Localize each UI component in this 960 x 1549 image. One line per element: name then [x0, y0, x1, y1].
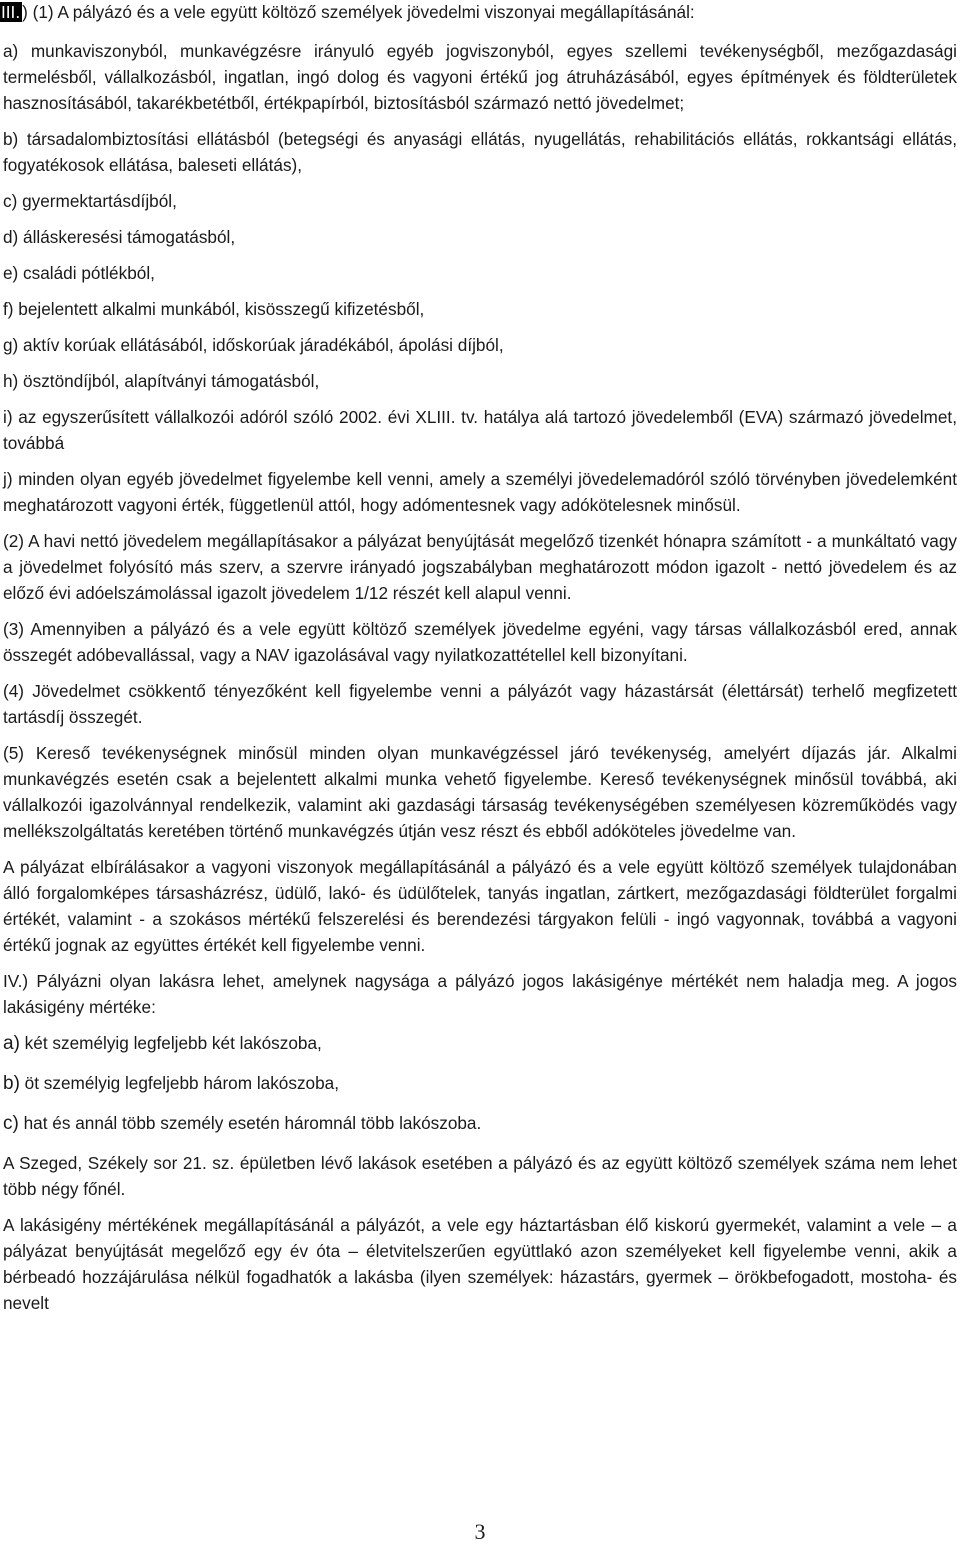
item-e: e) családi pótlékból, [3, 263, 155, 283]
item-j: j) minden olyan egyéb jövedelmet figyelembe kell venni, amely a személyi jövedelemadóról szóló törvényben jövedelemként meghatározott vagyoni érték, függetlenül attól, hogy adómentesnek vagy adókötelesnek minősül. [3, 469, 957, 515]
page-number: 3 [474, 1519, 486, 1544]
paragraph-4: (4) Jövedelmet csökkentő tényezőként kell figyelembe venni a pályázót vagy házastársát (élettársát) terhelő megfizetett tartásdíj összegét. [3, 681, 957, 727]
section-3-label: III. [1, 2, 21, 22]
section-3-heading [3, 0, 957, 24]
item-i: i) az egyszerűsített vállalkozói adóról szóló 2002. évi XLIII. tv. hatálya alá tartozó jövedelemből (EVA) származó jövedelmet, továbbá [3, 407, 957, 453]
item-f: f) bejelentett alkalmi munkából, kisösszegű kifizetésből, [3, 299, 425, 319]
szeged-paragraph: A Szeged, Székely sor 21. sz. épületben lévő lakások esetében a pályázó és az együtt költöző személyek száma nem lehet több négy főnél. [3, 1153, 957, 1199]
entitlement-item-c [3, 1110, 957, 1137]
entitlement-item-b-text: öt személyig legfeljebb három lakószoba, [19, 1073, 339, 1093]
entitlement-item-b-letter: b) [3, 1073, 20, 1094]
household-paragraph: A lakásigény mértékének megállapításánál a pályázót, a vele egy háztartásban élő kiskorú gyermekét, valamint a vele – a pályázat benyújtását megelőző egy év óta – életvitelszerűen együttlakó azon személyeket kell figyelembe venni, akik a bérbeadó hozzájárulása nélkül fogadhatók a lakásba (ilyen személyek: házastárs, gyermek – örökbefogadott, mostoha- és nevelt [3, 1215, 957, 1313]
entitlement-item-c-letter: c) [3, 1113, 19, 1134]
item-d: d) álláskeresési támogatásból, [3, 227, 236, 247]
section-4-intro: IV.) Pályázni olyan lakásra lehet, amelynek nagysága a pályázó jogos lakásigénye mértékét nem haladja meg. A jogos lakásigény mértéke: [3, 971, 957, 1017]
item-b: b) társadalombiztosítási ellátásból (betegségi és anyasági ellátás, nyugellátás, rehabilitációs ellátás, rokkantsági ellátás, fogyatékosok ellátása, baleseti ellátás), [3, 129, 957, 175]
entitlement-item-c-text: hat és annál több személy esetén háromnál több lakószoba. [18, 1113, 482, 1133]
item-c: c) gyermektartásdíjból, [3, 191, 177, 211]
item-g: g) aktív korúak ellátásából, időskorúak járadékából, ápolási díjból, [3, 335, 504, 355]
section-3-heading-text: ) (1) A pályázó és a vele együtt költöző személyek jövedelmi viszonyai megállapításánál: [22, 2, 695, 22]
entitlement-item-a-letter: a) [3, 1033, 20, 1054]
paragraph-property: A pályázat elbírálásakor a vagyoni viszonyok megállapításánál a pályázó és a vele együtt költöző személyek tulajdonában álló forgalomképes társasházrész, üdülő, lakó- és üdülőtelek, tanyás ingatlan, zártkert, mezőgazdasági földterület forgalmi értékét, valamint - a szokásos mértékű felszerelési és berendezési tárgyakon felüli - ingó vagyonnak, továbbá a vagyoni értékű jognak az együttes értékét kell figyelembe venni. [3, 857, 957, 955]
item-h: h) ösztöndíjból, alapítványi támogatásból, [3, 371, 320, 391]
entitlement-item-a-text: két személyig legfeljebb két lakószoba, [19, 1033, 322, 1053]
entitlement-item-b [3, 1070, 957, 1097]
document-body [3, 0, 957, 1326]
paragraph-3: (3) Amennyiben a pályázó és a vele együtt költöző személyek jövedelme egyéni, vagy társas vállalkozásból ered, annak összegét adóbevallással, vagy a NAV igazolásával vagy nyilatkozattétellel kell bizonyítani. [3, 619, 957, 665]
entitlement-item-a [3, 1030, 957, 1057]
item-a: a) munkaviszonyból, munkavégzésre irányuló egyéb jogviszonyból, egyes szellemi tevékenységből, mezőgazdasági termelésből, vállalkozásból, ingatlan, ingó dolog és vagyoni értékű jog átruházásából, egyes építmények és földterületek hasznosításából, takarékbetétből, értékpapírból, biztosításból származó nettó jövedelmet; [3, 41, 957, 113]
paragraph-2: (2) A havi nettó jövedelem megállapításakor a pályázat benyújtását megelőző tizenkét hónapra számított - a munkáltató vagy a jövedelmet folyósító más szerv, a szervre irányadó jogszabályban meghatározott módon igazolt - nettó jövedelem és az előző évi adóelszámolással igazolt jövedelem 1/12 részét kell alapul venni. [3, 531, 957, 603]
paragraph-5: (5) Kereső tevékenységnek minősül minden olyan munkavégzéssel járó tevékenység, amelyért díjazás jár. Alkalmi munkavégzés esetén csak a bejelentett alkalmi munka vehető figyelembe. Kereső tevékenységnek minősül továbbá, aki vállalkozói igazolvánnyal rendelkezik, valamint aki gazdasági társaság tevékenységében személyesen közreműködés vagy mellékszolgáltatás keretében történő munkavégzés útján vesz részt és ebből adóköteles jövedelme van. [3, 743, 957, 841]
